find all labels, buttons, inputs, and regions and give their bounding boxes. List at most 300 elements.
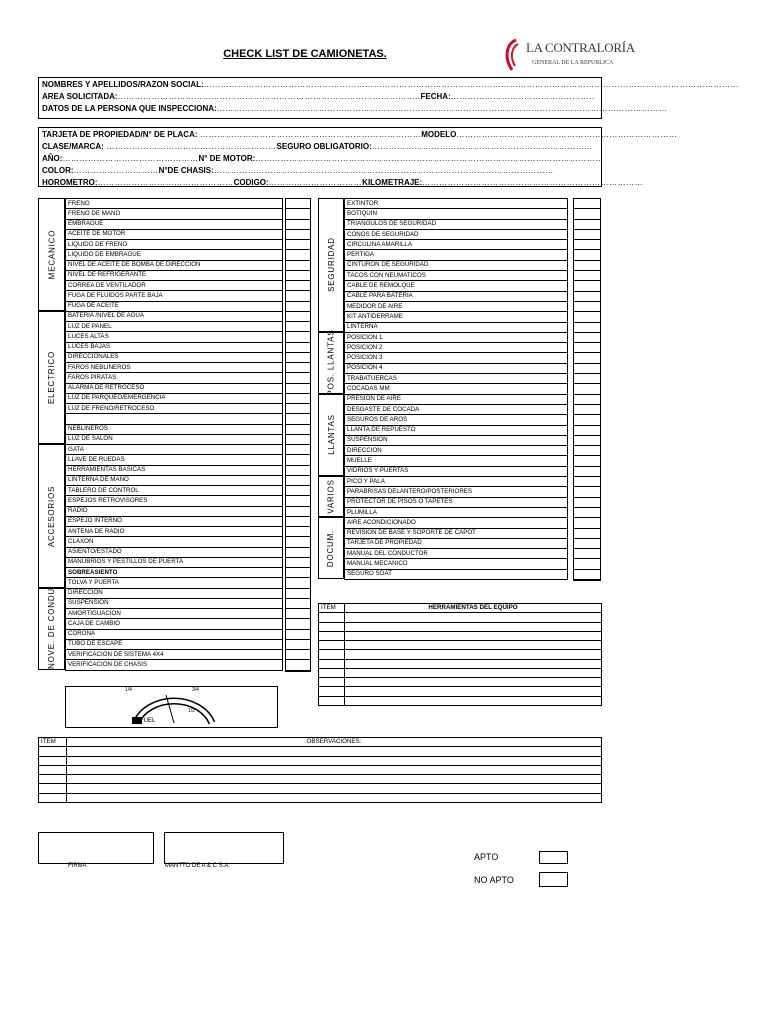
checklist-item-label: AIRE ACONDICIONADO bbox=[345, 518, 568, 528]
checklist-row bbox=[66, 557, 283, 567]
checklist-item-label: TUBO DE ESCAPE bbox=[66, 639, 283, 649]
checklist-item-label: MANUAL MECANICO bbox=[345, 559, 568, 569]
checklist-item-label: CLAXON bbox=[66, 537, 283, 547]
checklist-check-cell[interactable] bbox=[286, 527, 310, 537]
checklist-check-cell[interactable] bbox=[286, 466, 310, 476]
year-field[interactable]: AÑO:…………………………………………N° DE MOTOR:…………………………………………………………………………………………………………… bbox=[42, 154, 604, 163]
checklist-row bbox=[66, 393, 283, 403]
page-title: CHECK LIST DE CAMIONETAS. bbox=[223, 48, 387, 60]
checklist-item-label: FAROS PIRATAS bbox=[66, 373, 283, 383]
right-checklist-table bbox=[344, 198, 568, 580]
checklist-row bbox=[66, 301, 283, 311]
checklist-row bbox=[66, 434, 283, 444]
tools-row[interactable] bbox=[319, 650, 345, 659]
checklist-item-label: ESPEJO INTERNO bbox=[66, 516, 283, 526]
right-check-column[interactable] bbox=[573, 198, 601, 581]
checklist-row bbox=[345, 497, 568, 507]
checklist-item-label: PROTECTOR DE PISOS O TAPETES bbox=[345, 497, 568, 507]
section-label bbox=[38, 198, 65, 311]
checklist-item-label: REVISION DE BASE Y SOPORTE DE CAPOT bbox=[345, 528, 568, 538]
tools-row[interactable] bbox=[319, 631, 345, 640]
checklist-item-label: FAROS NEBLINEROS bbox=[66, 363, 283, 373]
no-apto-label: NO APTO bbox=[474, 875, 514, 885]
obs-row[interactable] bbox=[39, 747, 67, 756]
checklist-check-cell[interactable] bbox=[286, 281, 310, 291]
checklist-row bbox=[66, 598, 283, 608]
fuel-three-quarter-label: 3/4 bbox=[192, 687, 199, 693]
checklist-item-label: CONOS DE SEGURIDAD bbox=[345, 229, 568, 239]
checklist-check-cell[interactable] bbox=[286, 445, 310, 455]
checklist-check-cell[interactable] bbox=[574, 353, 600, 363]
checklist-item-label: PRESION DE AIRE bbox=[345, 394, 568, 404]
checklist-item-label: CABLE DE REMOLQUE bbox=[345, 281, 568, 291]
checklist-item-label: BATERIA /NIVEL DE AGUA bbox=[66, 311, 283, 321]
fuel-label: FUEL bbox=[140, 718, 156, 724]
checklist-check-cell[interactable] bbox=[574, 220, 600, 230]
tools-row[interactable] bbox=[319, 613, 345, 622]
checklist-row bbox=[345, 332, 568, 342]
checklist-row bbox=[66, 219, 283, 229]
checklist-check-cell[interactable] bbox=[286, 619, 310, 629]
checklist-row bbox=[66, 486, 283, 496]
checklist-row bbox=[66, 619, 283, 629]
checklist-item-label: LLAVE DE RUEDAS bbox=[66, 455, 283, 465]
observations-table bbox=[38, 737, 602, 803]
tools-header: HERRAMIENTAS DEL EQUIPO bbox=[345, 604, 602, 613]
checklist-item-label: POSICION 1 bbox=[345, 332, 568, 342]
tools-row[interactable] bbox=[319, 687, 345, 696]
checklist-check-cell[interactable] bbox=[286, 414, 310, 424]
checklist-row bbox=[345, 250, 568, 260]
inspector-field[interactable]: DATOS DE LA PERSONA QUE INSPECCIONA:…………………………………………………………………………………………………………………………………………… bbox=[42, 104, 668, 113]
checklist-check-cell[interactable] bbox=[574, 426, 600, 436]
checklist-row bbox=[66, 496, 283, 506]
checklist-check-cell[interactable] bbox=[286, 558, 310, 568]
checklist-item-label: CORONA bbox=[66, 629, 283, 639]
section-label-text: VARIOS bbox=[326, 479, 336, 514]
checklist-item-label: POSICION 4 bbox=[345, 363, 568, 373]
checklist-item-label: RADIO bbox=[66, 506, 283, 516]
no-apto-checkbox[interactable] bbox=[539, 872, 568, 887]
checklist-check-cell[interactable] bbox=[574, 323, 600, 333]
contraloria-logo: LA CONTRALORÍA GENERAL DE LA REPÚBLICA bbox=[502, 38, 612, 78]
checklist-item-label: DIRECCION bbox=[66, 588, 283, 598]
checklist-item-label: CINTURON DE SEGURIDAD bbox=[345, 260, 568, 270]
checklist-item-label: FUGA DE ACEITE bbox=[66, 301, 283, 311]
checklist-check-cell[interactable] bbox=[574, 539, 600, 549]
checklist-row bbox=[345, 569, 568, 579]
checklist-row bbox=[345, 559, 568, 569]
section-label bbox=[38, 311, 65, 444]
checklist-check-cell[interactable] bbox=[574, 529, 600, 539]
section-label bbox=[318, 198, 344, 332]
checklist-item-label: SEGURO SOAT bbox=[345, 569, 568, 579]
checklist-check-cell[interactable] bbox=[286, 261, 310, 271]
checklist-item-label: ASIENTO/ESTADO bbox=[66, 547, 283, 557]
checklist-item-label: HERRAMIENTAS BASICAS bbox=[66, 465, 283, 475]
checklist-item-label: PLUMILLA bbox=[345, 507, 568, 517]
checklist-row bbox=[66, 568, 283, 578]
checklist-row bbox=[345, 466, 568, 476]
section-label bbox=[318, 476, 344, 517]
tools-row[interactable] bbox=[319, 622, 345, 631]
checklist-row bbox=[66, 424, 283, 434]
checklist-item-label: LUZ DE PANEL bbox=[66, 322, 283, 332]
checklist-check-cell[interactable] bbox=[286, 578, 310, 588]
brand-field[interactable]: CLASE/MARCA: ……………………………………………………SEGURO OBLIGATORIO:…………………………………………………………………… bbox=[42, 142, 593, 151]
checklist-row bbox=[345, 343, 568, 353]
checklist-row bbox=[345, 353, 568, 363]
checklist-row bbox=[66, 332, 283, 342]
checklist-check-cell[interactable] bbox=[286, 537, 310, 547]
checklist-row bbox=[66, 445, 283, 455]
checklist-item-label: VERIFICACION DE CHASIS bbox=[66, 660, 283, 670]
checklist-check-cell[interactable] bbox=[286, 476, 310, 486]
checklist-check-cell[interactable] bbox=[574, 467, 600, 477]
checklist-item-label: MUELLE bbox=[345, 456, 568, 466]
section-label-text: POS. LLANTAS bbox=[326, 329, 336, 396]
checklist-item-label: LLANTA DE REPUESTO bbox=[345, 425, 568, 435]
checklist-row bbox=[66, 629, 283, 639]
checklist-check-cell[interactable] bbox=[574, 261, 600, 271]
obs-row[interactable] bbox=[39, 756, 67, 765]
checklist-row bbox=[66, 229, 283, 239]
checklist-row bbox=[345, 363, 568, 373]
checklist-item-label: AMORTIGUACION bbox=[66, 609, 283, 619]
checklist-check-cell[interactable] bbox=[574, 446, 600, 456]
checklist-check-cell[interactable] bbox=[574, 292, 600, 302]
checklist-row bbox=[345, 456, 568, 466]
checklist-item-label: NIVEL DE REFRIGERANTE bbox=[66, 270, 283, 280]
checklist-row bbox=[345, 219, 568, 229]
checklist-item-label: DIRECCIONALES bbox=[66, 352, 283, 362]
checklist-item-label: POSICION 2 bbox=[345, 343, 568, 353]
checklist-item-label: ALARMA DE RETROCESO bbox=[66, 383, 283, 393]
checklist-check-cell[interactable] bbox=[286, 322, 310, 332]
checklist-check-cell[interactable] bbox=[574, 312, 600, 322]
section-label-text: MECANICO bbox=[47, 229, 57, 280]
fuel-gauge-box[interactable] bbox=[65, 686, 278, 728]
maintenance-signature-box[interactable] bbox=[164, 832, 284, 864]
checklist-check-cell[interactable] bbox=[286, 630, 310, 640]
checklist-row bbox=[345, 477, 568, 487]
checklist-row bbox=[345, 322, 568, 332]
checklist-check-cell[interactable] bbox=[574, 281, 600, 291]
checklist-check-cell[interactable] bbox=[286, 373, 310, 383]
checklist-row bbox=[345, 549, 568, 559]
checklist-row bbox=[66, 383, 283, 393]
fuel-quarter-label: 1/4 bbox=[125, 687, 132, 693]
checklist-check-cell[interactable] bbox=[574, 333, 600, 343]
requester-info-box bbox=[38, 77, 740, 119]
checklist-item-label: VIDRIOS Y PUERTAS bbox=[345, 466, 568, 476]
checklist-check-cell[interactable] bbox=[286, 271, 310, 281]
checklist-check-cell[interactable] bbox=[574, 456, 600, 466]
checklist-row bbox=[345, 446, 568, 456]
section-label bbox=[318, 517, 344, 579]
obs-row[interactable] bbox=[39, 775, 67, 784]
checklist-item-label: POSICION 3 bbox=[345, 353, 568, 363]
checklist-check-cell[interactable] bbox=[574, 477, 600, 487]
section-label bbox=[38, 588, 65, 670]
obs-header: OBSERVACIONES: bbox=[67, 738, 602, 747]
fuel-gauge-icon bbox=[66, 687, 279, 729]
checklist-row bbox=[345, 528, 568, 538]
checklist-check-cell[interactable] bbox=[574, 230, 600, 240]
checklist-row bbox=[66, 352, 283, 362]
checklist-row bbox=[66, 475, 283, 485]
checklist-item-label: NIVEL DE ACEITE DE BOMBA DE DIRECCION bbox=[66, 260, 283, 270]
checklist-row bbox=[345, 394, 568, 404]
checklist-row bbox=[345, 374, 568, 384]
checklist-item-label: LIQUIDO DE EMBRAGUE bbox=[66, 250, 283, 260]
checklist-item-label: CABLE PARA BATERIA bbox=[345, 291, 568, 301]
checklist-item-label: LIQUIDO DE FRENO bbox=[66, 240, 283, 250]
checklist-check-cell[interactable] bbox=[286, 517, 310, 527]
name-field[interactable]: NOMBRES Y APELLIDOS/RAZON SOCIAL:……………………………………………………………………………………………………………………………………………………………………… bbox=[42, 80, 740, 89]
checklist-check-cell[interactable] bbox=[286, 312, 310, 322]
checklist-item-label: ESPEJOS RETROVISORES bbox=[66, 496, 283, 506]
checklist-row bbox=[66, 260, 283, 270]
obs-row[interactable] bbox=[39, 784, 67, 793]
checklist-row bbox=[345, 425, 568, 435]
fuel-half-label: 1/2 bbox=[188, 708, 195, 714]
checklist-check-cell[interactable] bbox=[574, 364, 600, 374]
checklist-row bbox=[345, 538, 568, 548]
checklist-check-cell[interactable] bbox=[574, 508, 600, 518]
checklist-check-cell[interactable] bbox=[286, 640, 310, 650]
checklist-item-label: VERIFICACION DE SISTEMA 4X4 bbox=[66, 650, 283, 660]
checklist-item-label: SUSPENSION bbox=[345, 435, 568, 445]
checklist-item-label: MANUBRIOS Y PESTILLOS DE PUERTA bbox=[66, 557, 283, 567]
checklist-item-label bbox=[66, 414, 283, 424]
checklist-check-cell[interactable] bbox=[286, 435, 310, 445]
checklist-check-cell[interactable] bbox=[286, 250, 310, 260]
checklist-item-label: ACEITE DE MOTOR bbox=[66, 229, 283, 239]
checklist-row bbox=[66, 281, 283, 291]
section-label bbox=[318, 394, 344, 476]
vehicle-info-box bbox=[38, 127, 678, 187]
checklist-row bbox=[66, 639, 283, 649]
tools-row[interactable] bbox=[319, 668, 345, 677]
obs-row[interactable] bbox=[39, 793, 67, 802]
checklist-row bbox=[66, 547, 283, 557]
checklist-row bbox=[345, 229, 568, 239]
checklist-row bbox=[66, 322, 283, 332]
checklist-item-label: TARJETA DE PROPIEDAD bbox=[345, 538, 568, 548]
checklist-item-label: FRENO DE MANO bbox=[66, 209, 283, 219]
signature-box[interactable] bbox=[38, 832, 154, 864]
checklist-item-label: ANTENA DE RADIO bbox=[66, 527, 283, 537]
checklist-item-label: LINTERNA DE MANO bbox=[66, 475, 283, 485]
checklist-row bbox=[66, 506, 283, 516]
checklist-check-cell[interactable] bbox=[574, 384, 600, 394]
checklist-item-label: NEBLINEROS bbox=[66, 424, 283, 434]
checklist-check-cell[interactable] bbox=[286, 302, 310, 312]
checklist-item-label: TRABATUERCAS bbox=[345, 374, 568, 384]
checklist-check-cell[interactable] bbox=[574, 302, 600, 312]
checklist-item-label: EMBRAGUE bbox=[66, 219, 283, 229]
checklist-row bbox=[345, 260, 568, 270]
section-label-text: ELECTRICO bbox=[47, 351, 56, 405]
checklist-row bbox=[66, 455, 283, 465]
checklist-check-cell[interactable] bbox=[286, 220, 310, 230]
checklist-item-label: FUGA DE FLUIDOS PARTE BAJA bbox=[66, 291, 283, 301]
checklist-item-label: PERTIGA bbox=[345, 250, 568, 260]
checklist-check-cell[interactable] bbox=[574, 209, 600, 219]
checklist-check-cell[interactable] bbox=[286, 568, 310, 578]
checklist-row bbox=[66, 588, 283, 598]
hourmeter-field[interactable]: HOROMETRO:…………………………………………CODIGO:……………………………KILOMETRAJE:…………………………………………………………………… bbox=[42, 178, 644, 187]
checklist-check-cell[interactable] bbox=[574, 240, 600, 250]
checklist-row bbox=[345, 301, 568, 311]
checklist-item-label: LUZ DE PARQUEO/EMERGENCIA bbox=[66, 393, 283, 403]
checklist-item-label: TABLERO DE CONTROL bbox=[66, 486, 283, 496]
left-check-column[interactable] bbox=[285, 198, 311, 672]
checklist-row bbox=[66, 578, 283, 588]
checklist-row bbox=[66, 609, 283, 619]
checklist-check-cell[interactable] bbox=[286, 384, 310, 394]
checklist-check-cell[interactable] bbox=[286, 609, 310, 619]
checklist-check-cell[interactable] bbox=[286, 660, 310, 670]
checklist-item-label: CAJA DE CAMBIO bbox=[66, 619, 283, 629]
area-field[interactable]: AREA SOLICITADA:……………………………………………………………………………………………..FECHA:……………………..…………..……….. bbox=[42, 92, 595, 101]
checklist-row bbox=[66, 465, 283, 475]
checklist-check-cell[interactable] bbox=[286, 496, 310, 506]
checklist-check-cell[interactable] bbox=[286, 455, 310, 465]
checklist-check-cell[interactable] bbox=[574, 415, 600, 425]
checklist-check-cell[interactable] bbox=[286, 599, 310, 609]
checklist-item-label: DESGASTE DE COCADA bbox=[345, 404, 568, 414]
checklist-check-cell[interactable] bbox=[286, 486, 310, 496]
checklist-item-label: LINTERNA bbox=[345, 322, 568, 332]
checklist-check-cell[interactable] bbox=[574, 405, 600, 415]
checklist-check-cell[interactable] bbox=[574, 570, 600, 580]
tools-row[interactable] bbox=[319, 678, 345, 687]
checklist-item-label: LUCES ALTAS bbox=[66, 332, 283, 342]
checklist-item-label: LUCES BAJAS bbox=[66, 342, 283, 352]
checklist-row bbox=[66, 270, 283, 280]
tools-row[interactable] bbox=[319, 641, 345, 650]
checklist-item-label: SOBREASIENTO bbox=[66, 568, 283, 578]
checklist-row bbox=[345, 209, 568, 219]
tools-row[interactable] bbox=[319, 696, 345, 705]
checklist-check-cell[interactable] bbox=[286, 394, 310, 404]
checklist-row bbox=[66, 650, 283, 660]
obs-row[interactable] bbox=[39, 765, 67, 774]
checklist-item-label: TACOS CON NEUMATICOS bbox=[345, 271, 568, 281]
checklist-item-label: CORREA DE VENTILADOR bbox=[66, 281, 283, 291]
checklist-row bbox=[345, 518, 568, 528]
section-label-text: LLANTAS bbox=[326, 414, 336, 456]
checklist-row bbox=[345, 384, 568, 394]
section-label bbox=[318, 329, 344, 396]
plate-field[interactable]: TARJETA DE PROPIEDAD/N° DE PLACA: ……………………………………………………………………MODELO…………………………………………………………………… bbox=[42, 130, 678, 139]
checklist-check-cell[interactable] bbox=[286, 209, 310, 219]
checklist-item-label: COCADAS MM bbox=[345, 384, 568, 394]
checklist-check-cell[interactable] bbox=[286, 507, 310, 517]
checklist-row bbox=[345, 291, 568, 301]
checklist-check-cell[interactable] bbox=[574, 498, 600, 508]
checklist-row bbox=[66, 373, 283, 383]
checklist-item-label: SUSPENSION bbox=[66, 598, 283, 608]
checklist-item-label: MEDIDOR DE AIRE bbox=[345, 301, 568, 311]
checklist-item-label: PICO Y PALA bbox=[345, 477, 568, 487]
checklist-item-label: BOTIQUIN bbox=[345, 209, 568, 219]
apto-checkbox[interactable] bbox=[539, 851, 568, 864]
checklist-check-cell[interactable] bbox=[286, 230, 310, 240]
checklist-row bbox=[66, 291, 283, 301]
checklist-check-cell[interactable] bbox=[286, 199, 310, 209]
checklist-check-cell[interactable] bbox=[574, 487, 600, 497]
checklist-check-cell[interactable] bbox=[574, 549, 600, 559]
section-label-text: NOVE. DE CONDU bbox=[47, 588, 56, 670]
tools-item-header: ITEM bbox=[319, 604, 345, 613]
section-label-text: DOCUM. bbox=[326, 529, 336, 567]
checklist-row bbox=[66, 209, 283, 219]
signature-label: FIRMA bbox=[68, 863, 87, 869]
checklist-item-label: CIRCULINA AMARILLA bbox=[345, 240, 568, 250]
checklist-check-cell[interactable] bbox=[574, 436, 600, 446]
checklist-row bbox=[345, 507, 568, 517]
checklist-check-cell[interactable] bbox=[574, 395, 600, 405]
left-checklist-table bbox=[65, 198, 283, 671]
checklist-row bbox=[66, 311, 283, 321]
checklist-check-cell[interactable] bbox=[286, 353, 310, 363]
section-label bbox=[38, 444, 65, 588]
color-field[interactable]: COLOR:…………………………N°DE CHASIS:………………………………………………………………………………………………………… bbox=[42, 166, 554, 175]
checklist-check-cell[interactable] bbox=[286, 343, 310, 353]
obs-item-header: ITEM bbox=[39, 738, 67, 747]
checklist-check-cell[interactable] bbox=[286, 332, 310, 342]
checklist-row bbox=[66, 342, 283, 352]
checklist-row bbox=[66, 404, 283, 414]
checklist-check-cell[interactable] bbox=[286, 291, 310, 301]
checklist-item-label: MANUAL DEL CONDUCTOR bbox=[345, 549, 568, 559]
checklist-check-cell[interactable] bbox=[286, 404, 310, 414]
checklist-row bbox=[345, 404, 568, 414]
checklist-item-label: KIT ANTIDERRAME bbox=[345, 312, 568, 322]
section-label-text: SEGURIDAD bbox=[326, 237, 336, 293]
checklist-check-cell[interactable] bbox=[574, 199, 600, 209]
checklist-check-cell[interactable] bbox=[286, 240, 310, 250]
checklist-row bbox=[66, 516, 283, 526]
checklist-row bbox=[66, 240, 283, 250]
checklist-check-cell[interactable] bbox=[574, 343, 600, 353]
checklist-check-cell[interactable] bbox=[574, 518, 600, 528]
checklist-check-cell[interactable] bbox=[286, 363, 310, 373]
checklist-row bbox=[66, 250, 283, 260]
checklist-row bbox=[345, 281, 568, 291]
checklist-check-cell[interactable] bbox=[286, 650, 310, 660]
checklist-check-cell[interactable] bbox=[574, 559, 600, 569]
tools-row[interactable] bbox=[319, 659, 345, 668]
checklist-item-label: SEGUROS DE AROS bbox=[345, 415, 568, 425]
checklist-check-cell[interactable] bbox=[286, 589, 310, 599]
checklist-check-cell[interactable] bbox=[574, 250, 600, 260]
checklist-check-cell[interactable] bbox=[286, 425, 310, 435]
checklist-item-label: DIRECCION bbox=[345, 446, 568, 456]
checklist-check-cell[interactable] bbox=[574, 374, 600, 384]
checklist-check-cell[interactable] bbox=[286, 548, 310, 558]
checklist-row bbox=[345, 415, 568, 425]
section-label-text: ACCESORIOS bbox=[47, 485, 56, 547]
checklist-row bbox=[66, 199, 283, 209]
checklist-item-label: TOLVA Y PUERTA bbox=[66, 578, 283, 588]
checklist-item-label: LUZ DE FRENO/RETROCESO bbox=[66, 404, 283, 414]
checklist-check-cell[interactable] bbox=[574, 271, 600, 281]
checklist-row bbox=[66, 660, 283, 670]
